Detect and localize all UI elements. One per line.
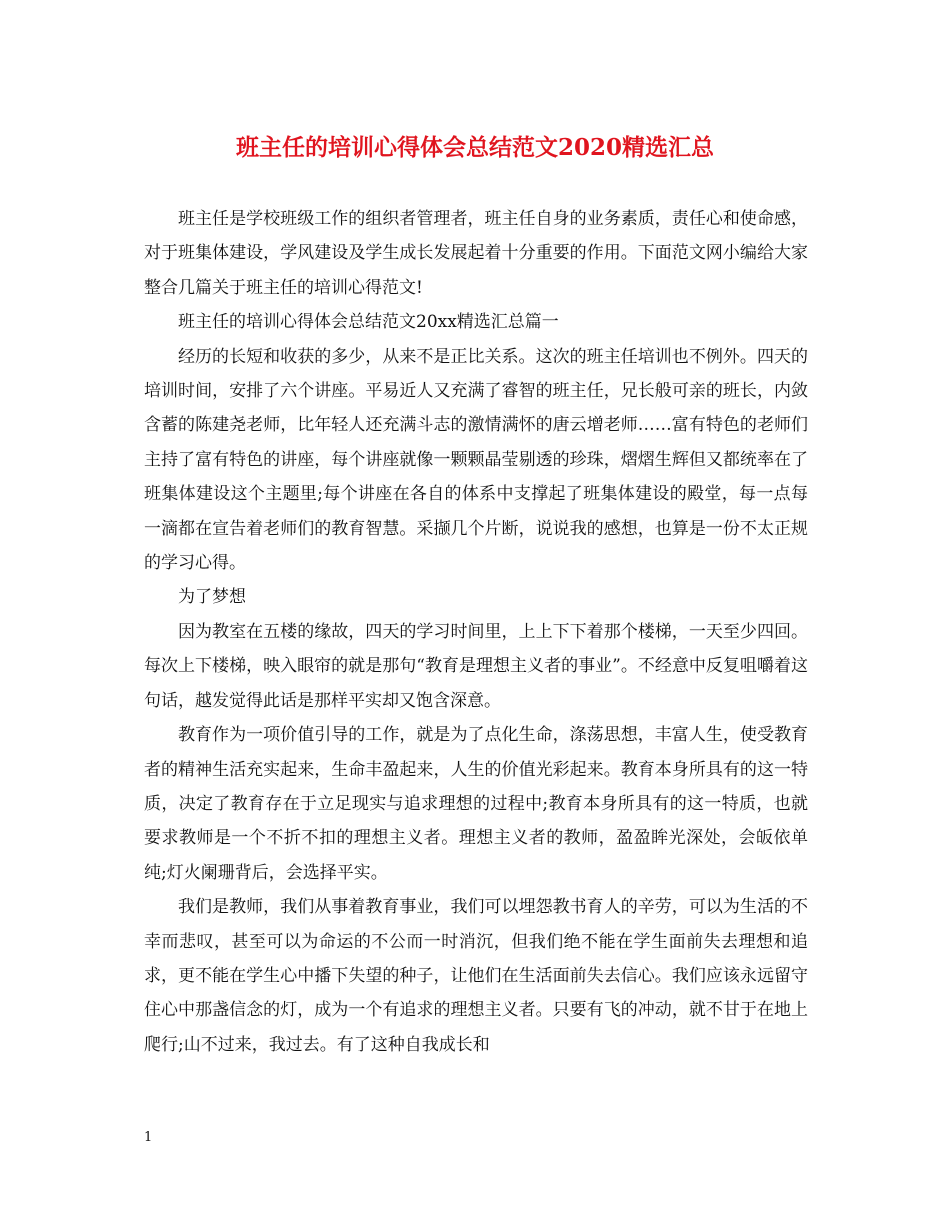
- paragraph-teacher-ideal: 我们是教师，我们从事着教育事业，我们可以埋怨教书育人的辛劳，可以为生活的不幸而悲叹，甚至可以为命运的不公而一时消沉，但我们绝不能在学生面前失去理想和追求，更不能在学生心中播下失望的种子，让他们在生活面前失去信心。我们应该永远留守住心中那盏信念的灯，成为一个有追求的理想主义者。只要有飞的冲动，就不甘于在地上爬行;山不过来，我过去。有了这种自我成长和: [144, 897, 808, 1055]
- page-number: 1: [144, 1130, 153, 1145]
- paragraph-stairs: 因为教室在五楼的缘故，四天的学习时间里，上上下下着那个楼梯，一天至少四回。每次上下楼梯，映入眼帘的就是那句“教育是理想主义者的事业”。不经意中反复咀嚼着这句话，越发觉得此话是那样平实却又饱含深意。: [144, 621, 808, 711]
- paragraph-education-value: 教育作为一项价值引导的工作，就是为了点化生命，涤荡思想，丰富人生，使受教育者的精神生活充实起来，生命丰盈起来，人生的价值光彩起来。教育本身所具有的这一特质，决定了教育存在于立足现实与追求理想的过程中;教育本身所具有的这一特质，也就要求教师是一个不折不扣的理想主义者。理想主义者的教师，盈盈眸光深处，会皈依单纯;灯火阑珊背后，会选择平实。: [144, 725, 808, 883]
- paragraph-subheading-dream: 为了梦想: [178, 587, 246, 608]
- paragraph-training-overview: 经历的长短和收获的多少，从来不是正比关系。这次的班主任培训也不例外。四天的培训时间，安排了六个讲座。平易近人又充满了睿智的班主任，兄长般可亲的班长，内敛含蓄的陈建尧老师，比年轻人还充满斗志的激情满怀的唐云增老师……富有特色的老师们主持了富有特色的讲座，每个讲座就像一颗颗晶莹剔透的珍珠，熠熠生辉但又都统率在了班集体建设这个主题里;每个讲座在各自的体系中支撑起了班集体建设的殿堂，每一点每一滴都在宣告着老师们的教育智慧。采撷几个片断，说说我的感想，也算是一份不太正规的学习心得。: [144, 346, 808, 574]
- document-body: [144, 202, 808, 1062]
- document-title: 班主任的培训心得体会总结范文2020精选汇总: [235, 134, 714, 161]
- paragraph-intro: 班主任是学校班级工作的组织者管理者，班主任自身的业务素质，责任心和使命感，对于班集体建设，学风建设及学生成长发展起着十分重要的作用。下面范文网小编给大家整合几篇关于班主任的培训心得范文!: [144, 209, 808, 298]
- paragraph-section-heading: 班主任的培训心得体会总结范文20xx精选汇总篇一: [178, 312, 559, 333]
